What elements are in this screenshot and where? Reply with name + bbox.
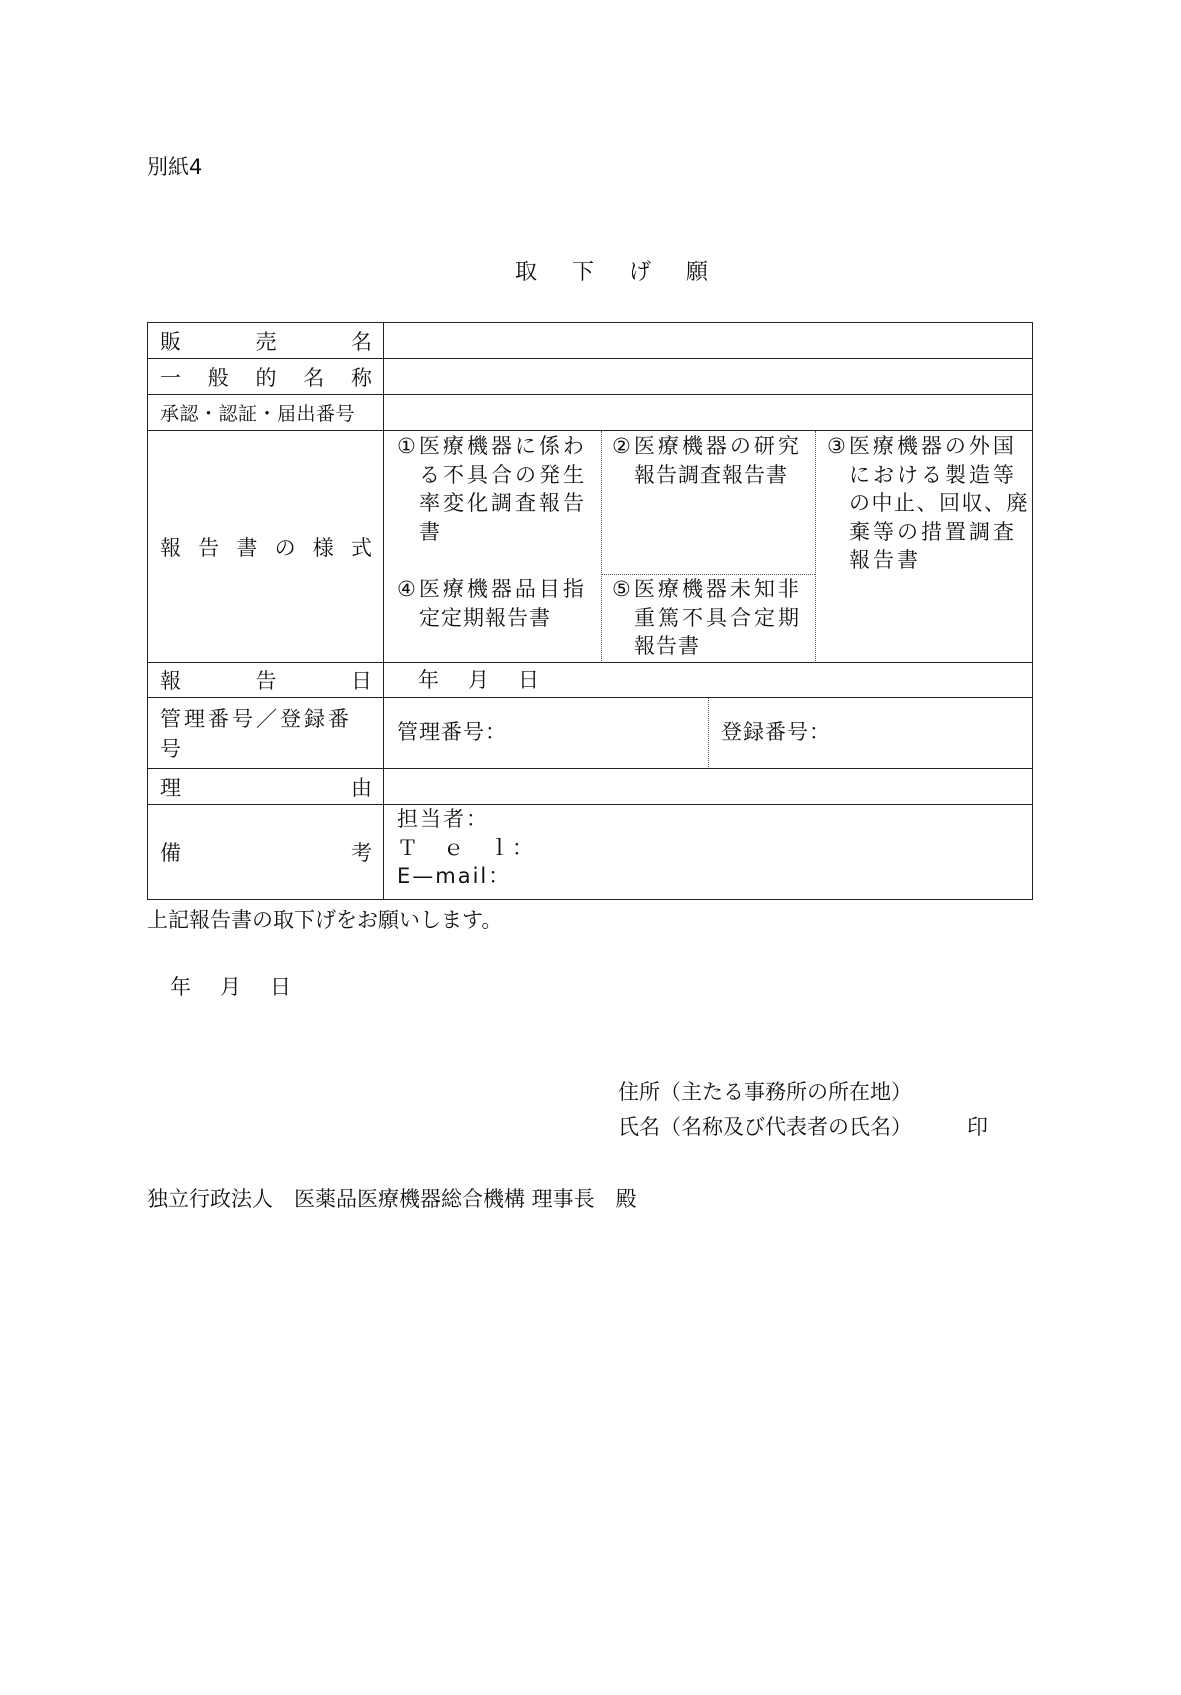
format-option-2[interactable]: ②医療機器の研究 報告調査報告書 (612, 434, 802, 487)
form-title: 取 下 げ 願 (515, 260, 722, 285)
sales-name-field[interactable] (385, 323, 1032, 358)
addressee: 独立行政法人 医薬品医療機器総合機構 理事長 殿 (147, 1187, 637, 1211)
withdrawal-form-table (147, 322, 1033, 900)
label-mgmt-reg-number: 管理番号／登録番号 (160, 707, 352, 761)
format-option-5[interactable]: ⑤医療機器未知非 重篤不具合定期 報告書 (612, 577, 802, 658)
tel-label: Ｔ ｅ ｌ： (397, 835, 535, 860)
management-number-field[interactable]: 管理番号： (397, 720, 507, 744)
report-date-value[interactable]: 年 月 日 (418, 668, 543, 692)
email-label: E—mail： (397, 864, 512, 888)
generic-name-field[interactable] (385, 359, 1032, 394)
request-statement: 上記報告書の取下げをお願いします。 (147, 908, 503, 932)
applicant-name: 氏名（名称及び代表者の氏名） (618, 1115, 912, 1139)
reason-field[interactable] (385, 769, 1032, 804)
format-option-1[interactable]: ①医療機器に係わ る不具合の発生 率変化調査報告 書 (397, 434, 587, 544)
label-approval-number: 承認・認証・届出番号 (160, 403, 356, 425)
submission-date[interactable]: 年 月 日 (170, 975, 295, 999)
label-reason: 理 由 (160, 775, 372, 800)
label-report-format: 報 告 書 の 様 式 (160, 535, 372, 560)
remarks-field[interactable] (397, 805, 535, 891)
applicant-address: 住所（主たる事務所の所在地） (618, 1080, 912, 1104)
format-option-4[interactable]: ④医療機器品目指 定定期報告書 (397, 577, 587, 630)
attachment-label: 別紙4 (147, 155, 203, 179)
label-sales-name: 販 売 名 (160, 329, 372, 354)
format-option-3[interactable]: ③医療機器の外国 における製造等 の中止、回収、廃 棄等の措置調査 報告書 (827, 434, 1029, 572)
label-remarks: 備 考 (160, 841, 372, 865)
label-generic-name: 一 般 的 名 称 (160, 365, 372, 390)
approval-number-field[interactable] (385, 395, 1032, 430)
contact-person-label: 担当者： (397, 807, 489, 831)
label-report-date: 報 告 日 (160, 669, 372, 693)
registration-number-field[interactable]: 登録番号： (721, 720, 831, 744)
seal-mark: 印 (967, 1115, 988, 1139)
